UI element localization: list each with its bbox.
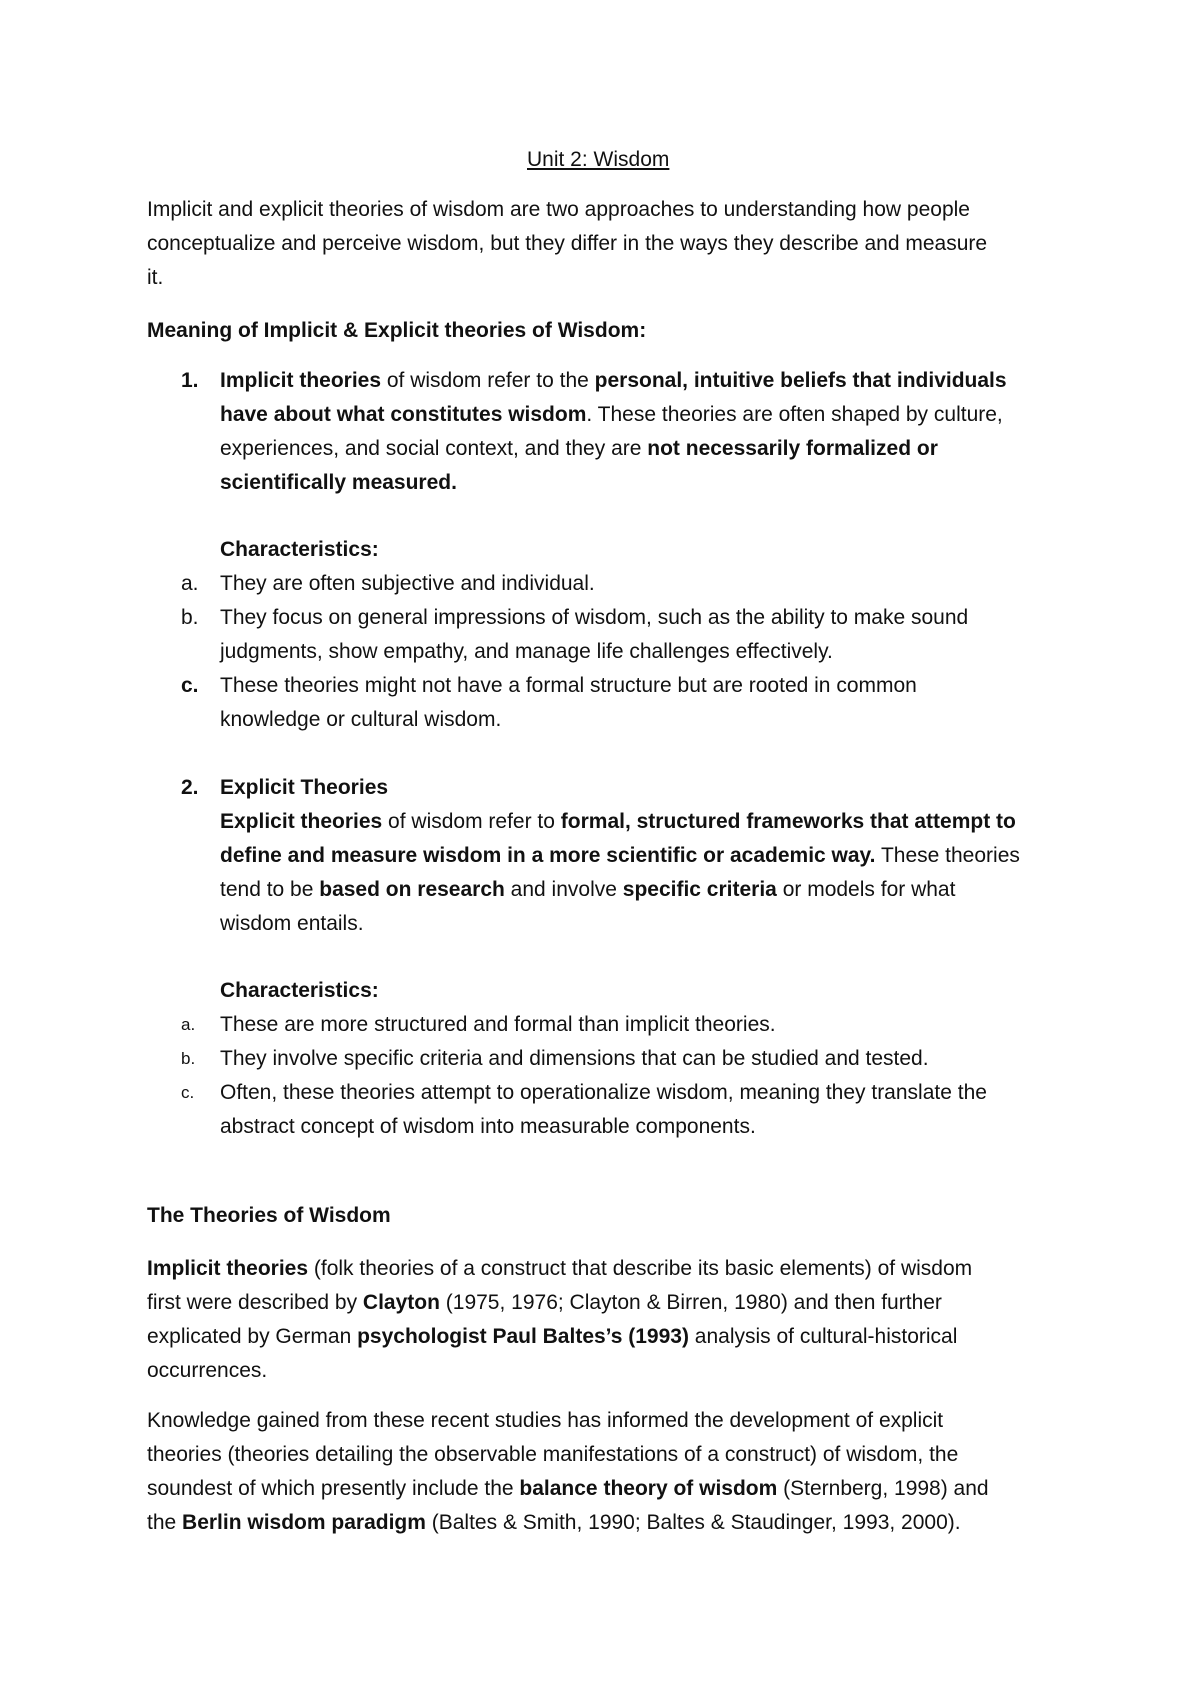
page-title: Unit 2: Wisdom [527,148,670,171]
para2-line-4: the Berlin wisdom paradigm (Baltes & Smith, 1990; Baltes & Staudinger, 1993, 2000). [147,1511,961,1534]
implicit-item-c-line-2: knowledge or cultural wisdom. [220,708,502,731]
intro-line-1: Implicit and explicit theories of wisdom are two approaches to understanding how people [147,198,970,221]
para2-line-1: Knowledge gained from these recent studies has informed the development of explicit [147,1409,944,1432]
implicit-line-1: Implicit theories of wisdom refer to the personal, intuitive beliefs that individuals [220,369,1007,392]
explicit-heading: Explicit Theories [220,776,389,799]
explicit-line-4: wisdom entails. [220,912,364,935]
para1-line-3: explicated by German psychologist Paul Baltes’s (1993) analysis of cultural-historical [147,1325,958,1348]
explicit-item-a-marker: a. [181,1015,196,1034]
implicit-item-b-line-2: judgments, show empathy, and manage life challenges effectively. [220,640,833,663]
explicit-line-1: Explicit theories of wisdom refer to formal, structured frameworks that attempt to [220,810,1016,833]
para1-line-4: occurrences. [147,1359,268,1382]
meaning-heading: Meaning of Implicit & Explicit theories of Wisdom: [147,319,647,342]
para2-line-3: soundest of which presently include the balance theory of wisdom (Sternberg, 1998) and [147,1477,989,1500]
explicit-item-c-line-2: abstract concept of wisdom into measurable components. [220,1115,756,1138]
implicit-item-b-line-1: They focus on general impressions of wisdom, such as the ability to make sound [220,606,969,629]
explicit-item-c-marker: c. [181,1083,195,1102]
explicit-item-b: They involve specific criteria and dimensions that can be studied and tested. [220,1047,929,1070]
implicit-item-a: They are often subjective and individual. [220,572,595,595]
para1-line-2: first were described by Clayton (1975, 1976; Clayton & Birren, 1980) and then further [147,1291,942,1314]
explicit-item-b-marker: b. [181,1049,196,1068]
theories-heading: The Theories of Wisdom [147,1204,391,1227]
explicit-line-3: tend to be based on research and involve specific criteria or models for what [220,878,956,901]
explicit-line-2: define and measure wisdom in a more scientific or academic way. These theories [220,844,1020,867]
para1-line-1: Implicit theories (folk theories of a construct that describe its basic elements) of wisdom [147,1257,973,1280]
explicit-item-a: These are more structured and formal than implicit theories. [220,1013,776,1036]
implicit-line-3: experiences, and social context, and they are not necessarily formalized or [220,437,938,460]
para2-line-2: theories (theories detailing the observable manifestations of a construct) of wisdom, the [147,1443,959,1466]
list-number-2: 2. [181,776,199,799]
implicit-item-a-marker: a. [181,572,199,595]
implicit-characteristics-heading: Characteristics: [220,538,379,561]
implicit-item-b-marker: b. [181,606,199,629]
list-number-1: 1. [181,369,199,392]
implicit-item-c-line-1: These theories might not have a formal structure but are rooted in common [220,674,917,697]
implicit-line-4: scientifically measured. [220,471,457,494]
implicit-item-c-marker: c. [181,674,199,697]
implicit-line-2: have about what constitutes wisdom. These theories are often shaped by culture, [220,403,1003,426]
intro-line-2: conceptualize and perceive wisdom, but they differ in the ways they describe and measure [147,232,988,255]
explicit-characteristics-heading: Characteristics: [220,979,379,1002]
explicit-item-c-line-1: Often, these theories attempt to operationalize wisdom, meaning they translate the [220,1081,987,1104]
intro-line-3: it. [147,266,164,289]
